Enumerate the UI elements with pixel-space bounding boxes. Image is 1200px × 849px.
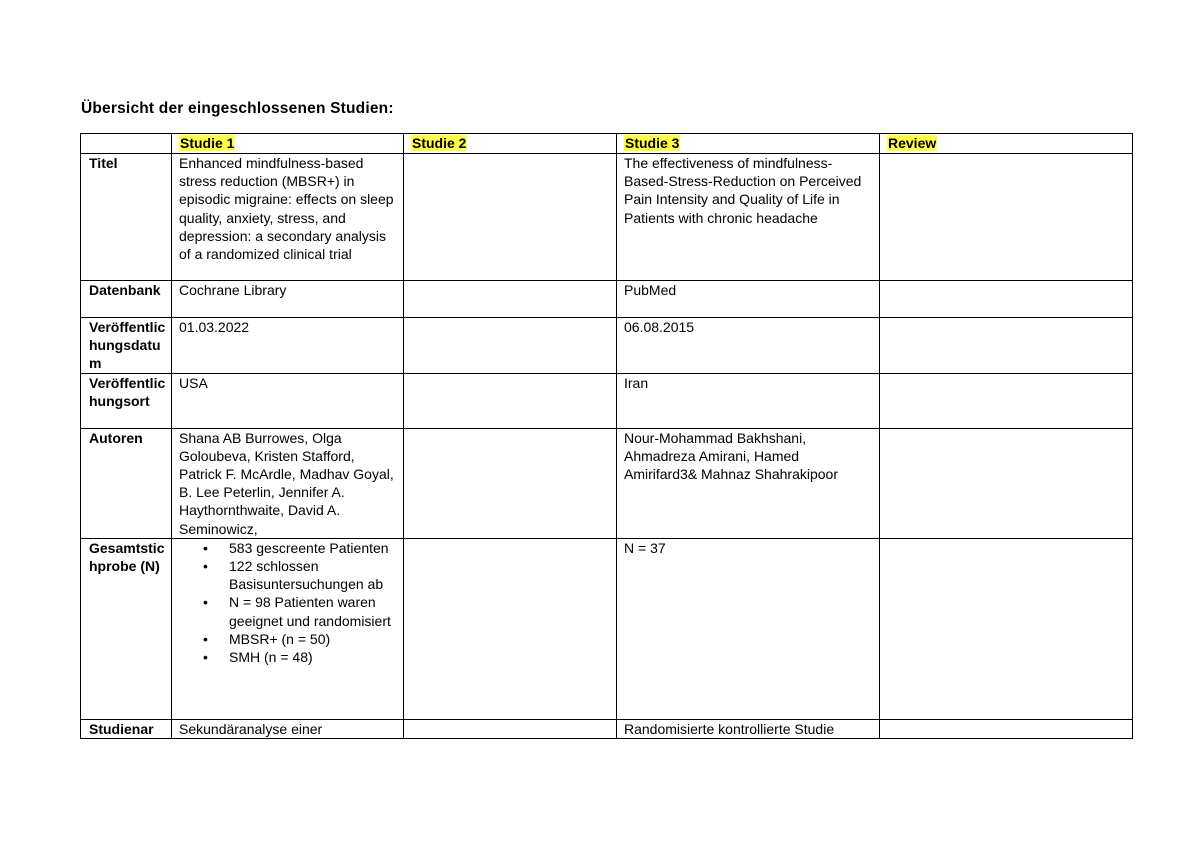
table-row [81, 373, 1133, 428]
cell-studie-3: Iran [617, 373, 880, 428]
row-label: Veröffentlichungsdatum [81, 318, 172, 374]
list-item: • 583 gescreente Patienten [229, 539, 396, 557]
cell-studie-2 [404, 719, 617, 738]
row-label: Studienar [81, 719, 172, 738]
cell-studie-2 [404, 538, 617, 719]
list-item: • 122 schlossen Basisuntersuchungen ab [229, 557, 396, 593]
header-corner-cell [81, 134, 172, 154]
table-row [81, 318, 1133, 374]
cell-review [880, 154, 1133, 281]
table-row [81, 154, 1133, 281]
cell-studie-3: Randomisierte kontrollierte Studie [617, 719, 880, 738]
cell-studie-3: N = 37 [617, 538, 880, 719]
cell-studie-1: Enhanced mindfulness-based stress reduction (MBSR+) in episodic migraine: effects on sleep quality, anxiety, stress, and depression: a secondary analysis of a randomized clinical trial [172, 154, 404, 281]
row-label: Gesamtstichprobe (N) [81, 538, 172, 719]
header-studie-1: Studie 1 [172, 134, 404, 154]
cell-review [880, 428, 1133, 538]
cell-studie-2 [404, 373, 617, 428]
list-item: • MBSR+ (n = 50) [229, 630, 396, 648]
header-review: Review [880, 134, 1133, 154]
cell-studie-1: Shana AB Burrowes, Olga Goloubeva, Kristen Stafford, Patrick F. McArdle, Madhav Goyal, B. Lee Peterlin, Jennifer A. Haythornthwaite, David A. Seminowicz, [172, 428, 404, 538]
table-row [81, 719, 1133, 738]
row-label: Titel [81, 154, 172, 281]
page-heading: Übersicht der eingeschlossenen Studien: [81, 100, 394, 117]
cell-studie-3: PubMed [617, 281, 880, 318]
cell-studie-1: USA [172, 373, 404, 428]
sample-bullet-list [179, 539, 396, 666]
cell-review [880, 281, 1133, 318]
cell-studie-1: 01.03.2022 [172, 318, 404, 374]
header-studie-2: Studie 2 [404, 134, 617, 154]
row-label: Datenbank [81, 281, 172, 318]
table-header-row [81, 134, 1133, 154]
cell-studie-1 [172, 538, 404, 719]
table-row [81, 428, 1133, 538]
list-item: • SMH (n = 48) [229, 648, 396, 666]
cell-review [880, 318, 1133, 374]
studies-overview-table [80, 133, 1133, 739]
header-studie-3: Studie 3 [617, 134, 880, 154]
list-item: • N = 98 Patienten waren geeignet und randomisiert [229, 593, 396, 629]
cell-studie-1: Sekundäranalyse einer [172, 719, 404, 738]
cell-studie-1: Cochrane Library [172, 281, 404, 318]
cell-studie-3: Nour-Mohammad Bakhshani, Ahmadreza Amirani, Hamed Amirifard3& Mahnaz Shahrakipoor [617, 428, 880, 538]
cell-studie-2 [404, 318, 617, 374]
cell-review [880, 719, 1133, 738]
cell-studie-3: 06.08.2015 [617, 318, 880, 374]
cell-studie-2 [404, 428, 617, 538]
row-label: Autoren [81, 428, 172, 538]
cell-review [880, 538, 1133, 719]
cell-studie-2 [404, 154, 617, 281]
cell-studie-3: The effectiveness of mindfulness-Based-Stress-Reduction on Perceived Pain Intensity and Quality of Life in Patients with chronic headache [617, 154, 880, 281]
table-row [81, 538, 1133, 719]
row-label: Veröffentlichungsort [81, 373, 172, 428]
table-row [81, 281, 1133, 318]
cell-review [880, 373, 1133, 428]
cell-studie-2 [404, 281, 617, 318]
